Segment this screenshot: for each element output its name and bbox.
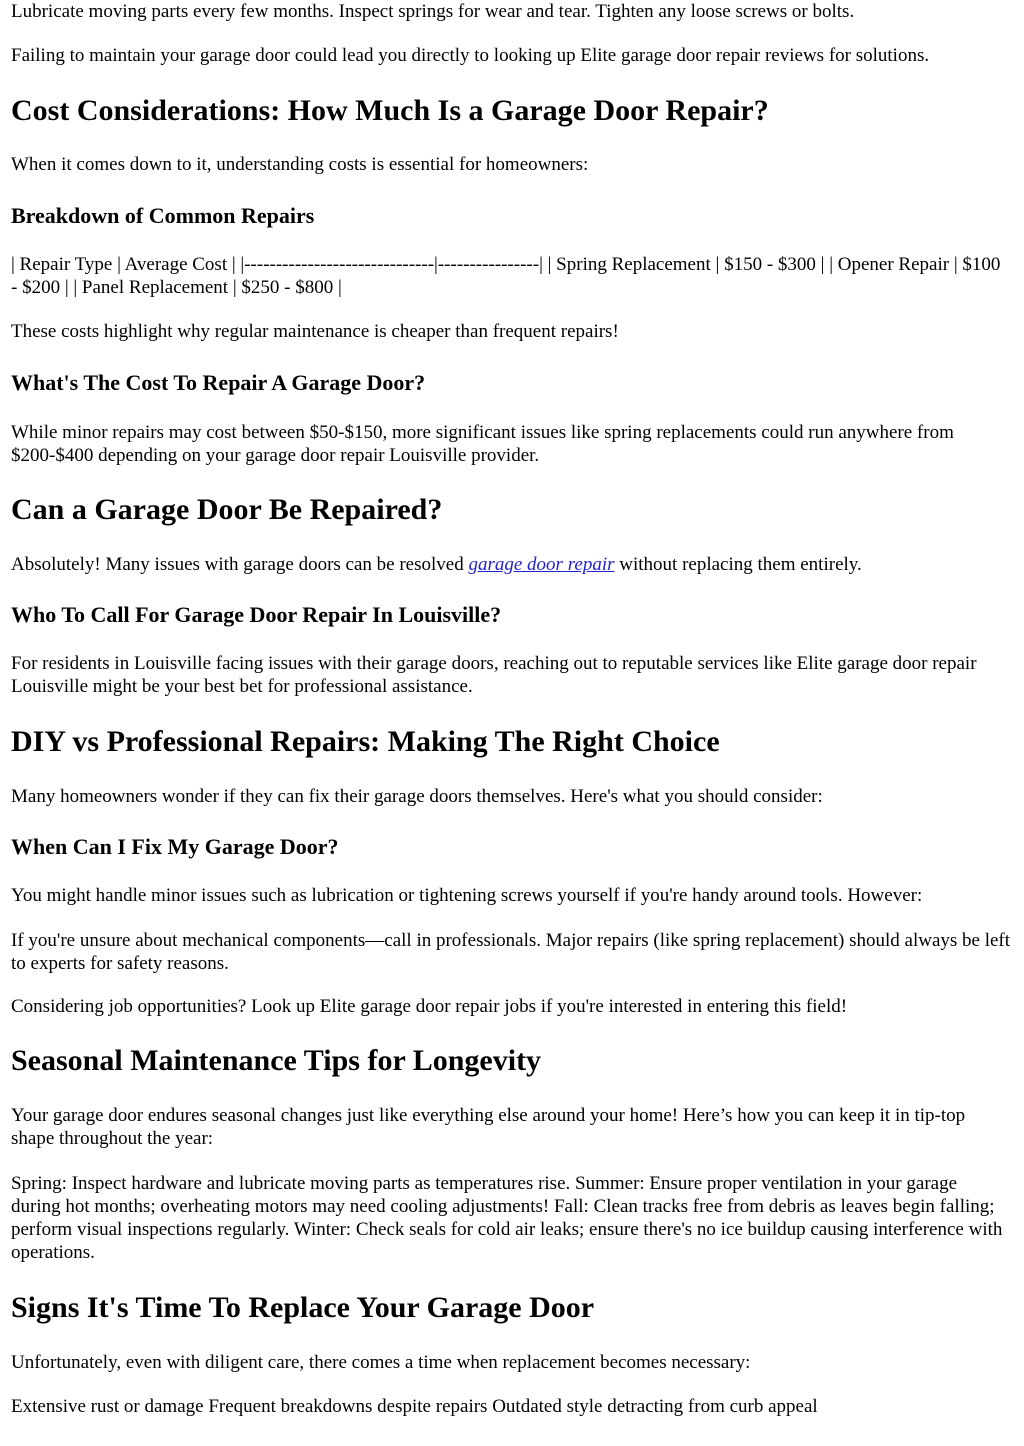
- paragraph-lubricate: Lubricate moving parts every few months. Inspect springs for wear and tear. Tighten any loose screws or bolts.: [11, 1, 855, 22]
- paragraph-job-opportunities: Considering job opportunities? Look up Elite garage door repair jobs if you're interested in entering this field!: [11, 996, 848, 1017]
- heading-signs-replace: Signs It's Time To Replace Your Garage Door: [11, 1291, 595, 1324]
- paragraph-failing-maintenance: Failing to maintain your garage door could lead you directly to looking up Elite garage door repair reviews for solutions.: [11, 45, 930, 66]
- paragraph-absolutely: [11, 553, 1011, 576]
- paragraph-seasonal-intro: Your garage door endures seasonal changes just like everything else around your home! Here’s how you can keep it in tip-top shape throughout the year:: [11, 1105, 966, 1149]
- heading-diy-vs-professional: DIY vs Professional Repairs: Making The Right Choice: [11, 725, 720, 758]
- absolutely-text-before: Absolutely! Many issues with garage doors can be resolved: [11, 554, 469, 575]
- paragraph-cost-table-text: | Repair Type | Average Cost | |------------------------------|----------------| | Spring Replacement | $150 - $300 | | Opener Repair | $100 - $200 | | Panel Replacement | $250 - $800 |: [11, 254, 1001, 298]
- heading-seasonal-maintenance: Seasonal Maintenance Tips for Longevity: [11, 1044, 542, 1077]
- paragraph-unsure-mechanical: If you're unsure about mechanical components—call in professionals. Major repairs (like spring replacement) should always be left to experts for safety reasons.: [11, 930, 1011, 974]
- paragraph-handle-minor-issues: You might handle minor issues such as lubrication or tightening screws yourself if you're handy around tools. However:: [11, 885, 923, 906]
- heading-can-door-be-repaired: Can a Garage Door Be Repaired?: [11, 493, 443, 526]
- paragraph-residents-louisville: For residents in Louisville facing issues with their garage doors, reaching out to reputable services like Elite garage door repair Louisville might be your best bet for professional assistance.: [11, 653, 977, 697]
- paragraph-extensive-rust: Extensive rust or damage Frequent breakdowns despite repairs Outdated style detracting from curb appeal: [11, 1396, 818, 1417]
- heading-whats-the-cost: What's The Cost To Repair A Garage Door?: [11, 370, 426, 395]
- garage-door-repair-link[interactable]: garage door repair: [468, 554, 615, 575]
- absolutely-text-after: without replacing them entirely.: [614, 554, 862, 575]
- paragraph-unfortunately: Unfortunately, even with diligent care, there comes a time when replacement becomes necessary:: [11, 1352, 751, 1373]
- paragraph-costs-highlight: These costs highlight why regular maintenance is cheaper than frequent repairs!: [11, 321, 619, 342]
- heading-breakdown-common-repairs: Breakdown of Common Repairs: [11, 203, 315, 228]
- paragraph-minor-repairs-cost: While minor repairs may cost between $50-$150, more significant issues like spring replacements could run anywhere from $200-$400 depending on your garage door repair Louisville provider.: [11, 422, 954, 466]
- heading-when-can-i-fix: When Can I Fix My Garage Door?: [11, 834, 339, 859]
- heading-who-to-call: Who To Call For Garage Door Repair In Louisville?: [11, 602, 502, 627]
- paragraph-cost-intro: When it comes down to it, understanding costs is essential for homeowners:: [11, 154, 589, 175]
- heading-cost-considerations: Cost Considerations: How Much Is a Garage Door Repair?: [11, 94, 769, 127]
- paragraph-seasons-tips: Spring: Inspect hardware and lubricate moving parts as temperatures rise. Summer: Ensure proper ventilation in your garage during hot months; overheating motors may need cooling adjustments! Fall: Clean tracks free from debris as leaves begin falling; perform visual inspections regularly. Winter: Check seals for cold air leaks; ensure there's no ice buildup causing interference with operations.: [11, 1173, 1003, 1263]
- paragraph-many-homeowners: Many homeowners wonder if they can fix their garage doors themselves. Here's what you should consider:: [11, 786, 823, 807]
